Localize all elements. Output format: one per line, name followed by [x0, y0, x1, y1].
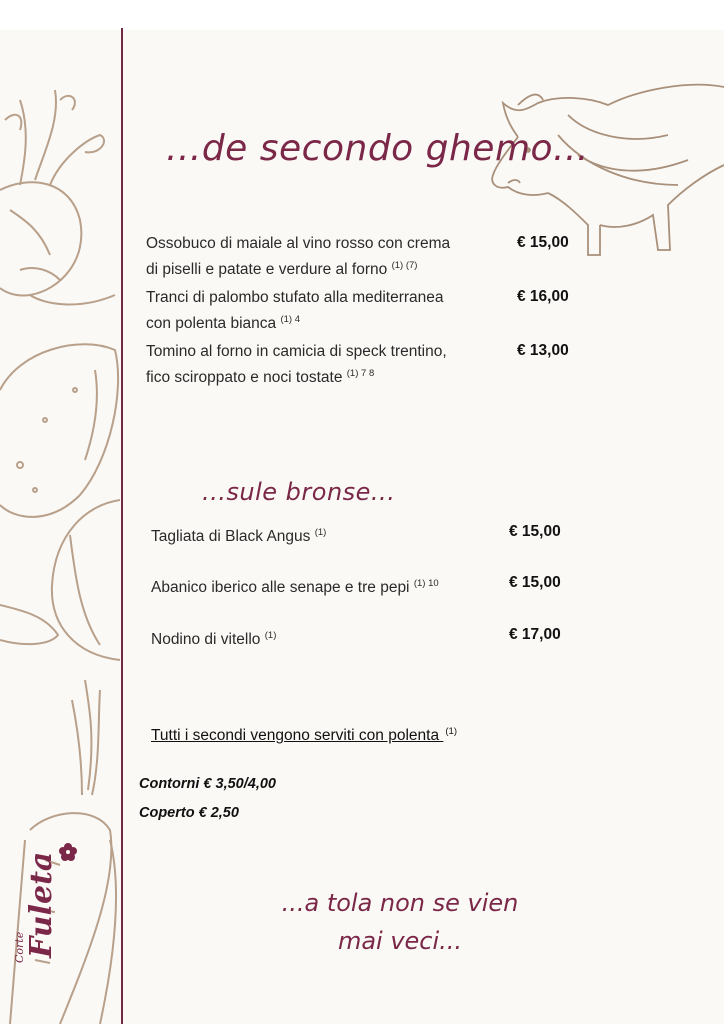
menu-item-palombo [146, 287, 444, 335]
price-nodino: € 17,00 [509, 626, 561, 643]
item-name-line2: di piselli e patate e verdure al forno [146, 261, 388, 278]
item-name-line1: Ossobuco di maiale al vino rosso con crema [146, 235, 451, 252]
item-name: Nodino di vitello [151, 631, 261, 648]
allergen-codes: (1) 10 [413, 578, 439, 589]
allergen-codes: (1) 4 [280, 314, 300, 325]
price-tagliata: € 15,00 [509, 523, 561, 540]
menu-item-ossobuco [146, 233, 450, 281]
item-name: Tagliata di Black Angus [151, 528, 311, 545]
price-tomino: € 13,00 [517, 342, 569, 359]
restaurant-logo [13, 838, 98, 978]
menu-item-tagliata [151, 522, 326, 548]
logo-top-text: Corte [13, 931, 26, 963]
onion-illustration [0, 495, 122, 665]
closing-motto [270, 884, 530, 960]
allergen-codes: (1) [264, 630, 277, 641]
item-name-line1: Tomino al forno in camicia di speck trentino, [146, 343, 447, 360]
menu-item-tomino [146, 341, 447, 389]
price-abanico: € 15,00 [509, 574, 561, 591]
beet-illustration [0, 80, 120, 320]
logo-main-text: Fuleta [24, 851, 59, 958]
contorni-price: Contorni € 3,50/4,00 [139, 776, 276, 792]
note-text: Tutti i secondi vengono serviti con polenta [151, 727, 444, 744]
allergen-codes: (1) 7 8 [346, 368, 375, 379]
allergen-codes: (1) (7) [391, 260, 418, 271]
allergen-codes: (1) [314, 527, 327, 538]
item-name-line1: Tranci di palombo stufato alla mediterranea [146, 289, 444, 306]
section-title-main: ...de secondo ghemo... [166, 128, 589, 169]
coperto-price: Coperto € 2,50 [139, 805, 239, 821]
item-name-line2: con polenta bianca [146, 315, 277, 332]
polenta-note [151, 726, 457, 745]
flower-icon [59, 843, 77, 861]
closing-line1: ...a tola non se vien [281, 889, 519, 917]
section-title-grill: ...sule bronse... [202, 478, 396, 506]
item-name: Abanico iberico alle senape e tre pepi [151, 579, 410, 596]
menu-item-nodino [151, 625, 276, 651]
menu-item-abanico [151, 573, 439, 599]
allergen-codes: (1) [445, 726, 457, 737]
price-palombo: € 16,00 [517, 288, 569, 305]
item-name-line2: fico sciroppato e noci tostate [146, 369, 343, 386]
price-ossobuco: € 15,00 [517, 234, 569, 251]
closing-line2: mai veci... [337, 927, 463, 955]
